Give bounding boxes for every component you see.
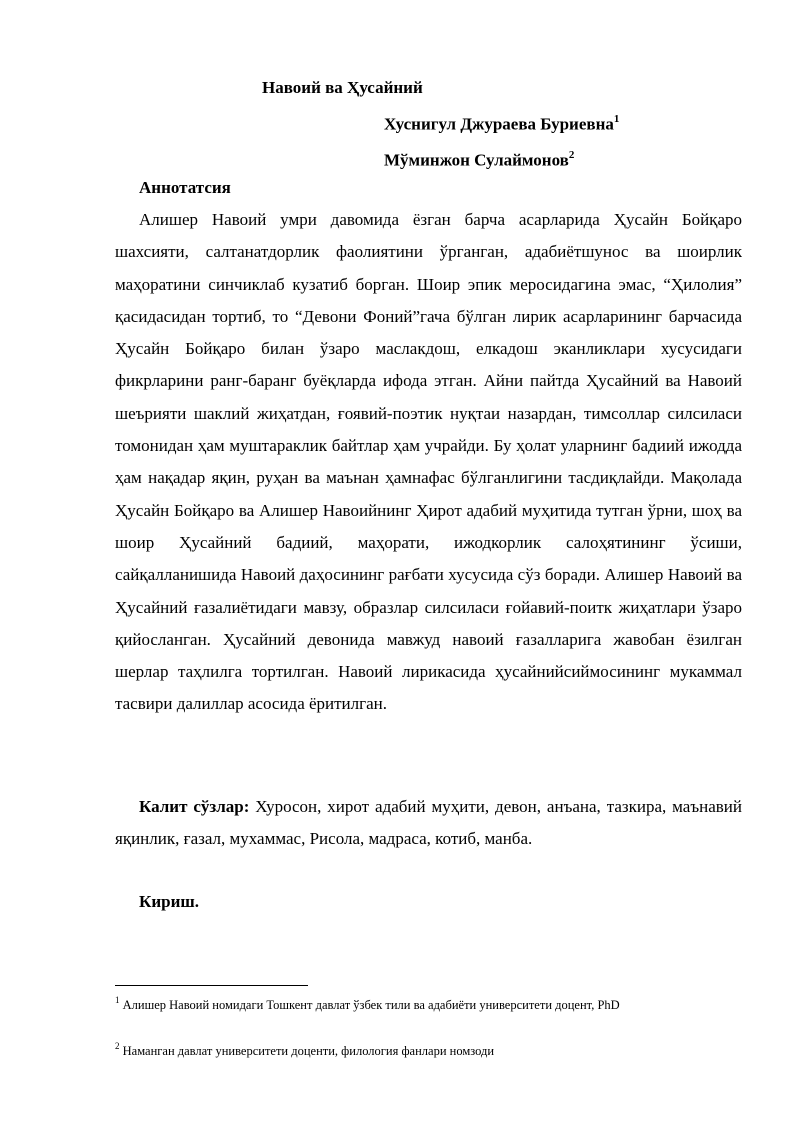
footnote-text: Наманган давлат университети доценти, филология фанлари номзоди <box>119 1044 495 1059</box>
annotation-paragraph: Алишер Навоий умри давомида ёзган барча асарларида Ҳусайн Бойқаро шахсияти, салтанатдорлик фаолиятини ўрганган, адабиётшунос ва шоирлик маҳоратини синчиклаб кузатиб борган. Шоир эпик меросидагина эмас, “Ҳилолия” қасидасидан тортиб, то “Девони Фоний”гача бўлган лирик асарларининг барчасида Ҳусайн Бойқаро билан ўзаро маслакдош, елкадош эканликлари хусусидаги фикрларини ранг-баранг буёқларда ифода этган. Айни пайтда Ҳусайний ва Навоий шеърияти шаклий жиҳатдан, ғоявий-поэтик нуқтаи назардан, тимсоллар силсиласи томонидан ҳам муштараклик байтлар ҳам учрайди. Бу ҳолат уларнинг бадиий ижодда ҳам нақадар яқин, руҳан ва маънан ҳамнафас бўлганлигини тасдиқлайди. Мақолада Ҳусайн Бойқаро ва Алишер Навоийнинг Ҳирот адабий муҳитида тутган ўрни, шоҳ ва шоир Ҳусайний бадиий, маҳорати, ижодкорлик салоҳятининг ўсиши, сайқалланишида Навоий даҳосининг рағбати хусусида сўз боради. Алишер Навоий ва Ҳусайний ғазалиётидаги мавзу, образлар силсиласи ғойавий-поитк жиҳатлари ўзаро қийосланган. Ҳусайний девонида мавжуд навоий ғазалларига жавобан ёзилган шерлар таҳлилга тортилган. Навоий лирикасида ҳусайнийсиймосининг мукаммал тасвири далиллар асосида ёритилган. <box>115 210 742 714</box>
keywords-text: Хуросон, хирот адабий муҳити, девон, анъана, тазкира, маънавий яқинлик, ғазал, мухаммас, Рисола, мадраса, котиб, манба. <box>115 797 743 849</box>
footnote-text: Алишер Навоий номидаги Тошкент давлат ўзбек тили ва адабиёти университети доцент, PhD <box>119 998 620 1013</box>
author-name: Хуснигул Джураева Буриевна <box>384 114 614 134</box>
author-2 <box>384 145 574 172</box>
keywords-paragraph <box>115 791 742 856</box>
annotation-heading: Аннотатсия <box>139 178 231 197</box>
footnote-mark: 1 <box>115 995 120 1005</box>
keywords-label: Калит сўзлар: <box>139 797 250 816</box>
footnote-mark: 2 <box>568 149 575 161</box>
footnote-mark: 2 <box>115 1041 120 1051</box>
footnote-1 <box>115 993 620 1013</box>
footnote-separator <box>115 985 308 986</box>
author-1 <box>384 109 619 136</box>
author-name: Мўминжон Сулаймонов <box>384 150 569 170</box>
footnote-2 <box>115 1039 494 1059</box>
page-title: Навоий ва Ҳусайний <box>262 78 423 97</box>
introduction-heading: Кириш. <box>139 892 199 911</box>
footnote-mark: 1 <box>613 113 620 125</box>
